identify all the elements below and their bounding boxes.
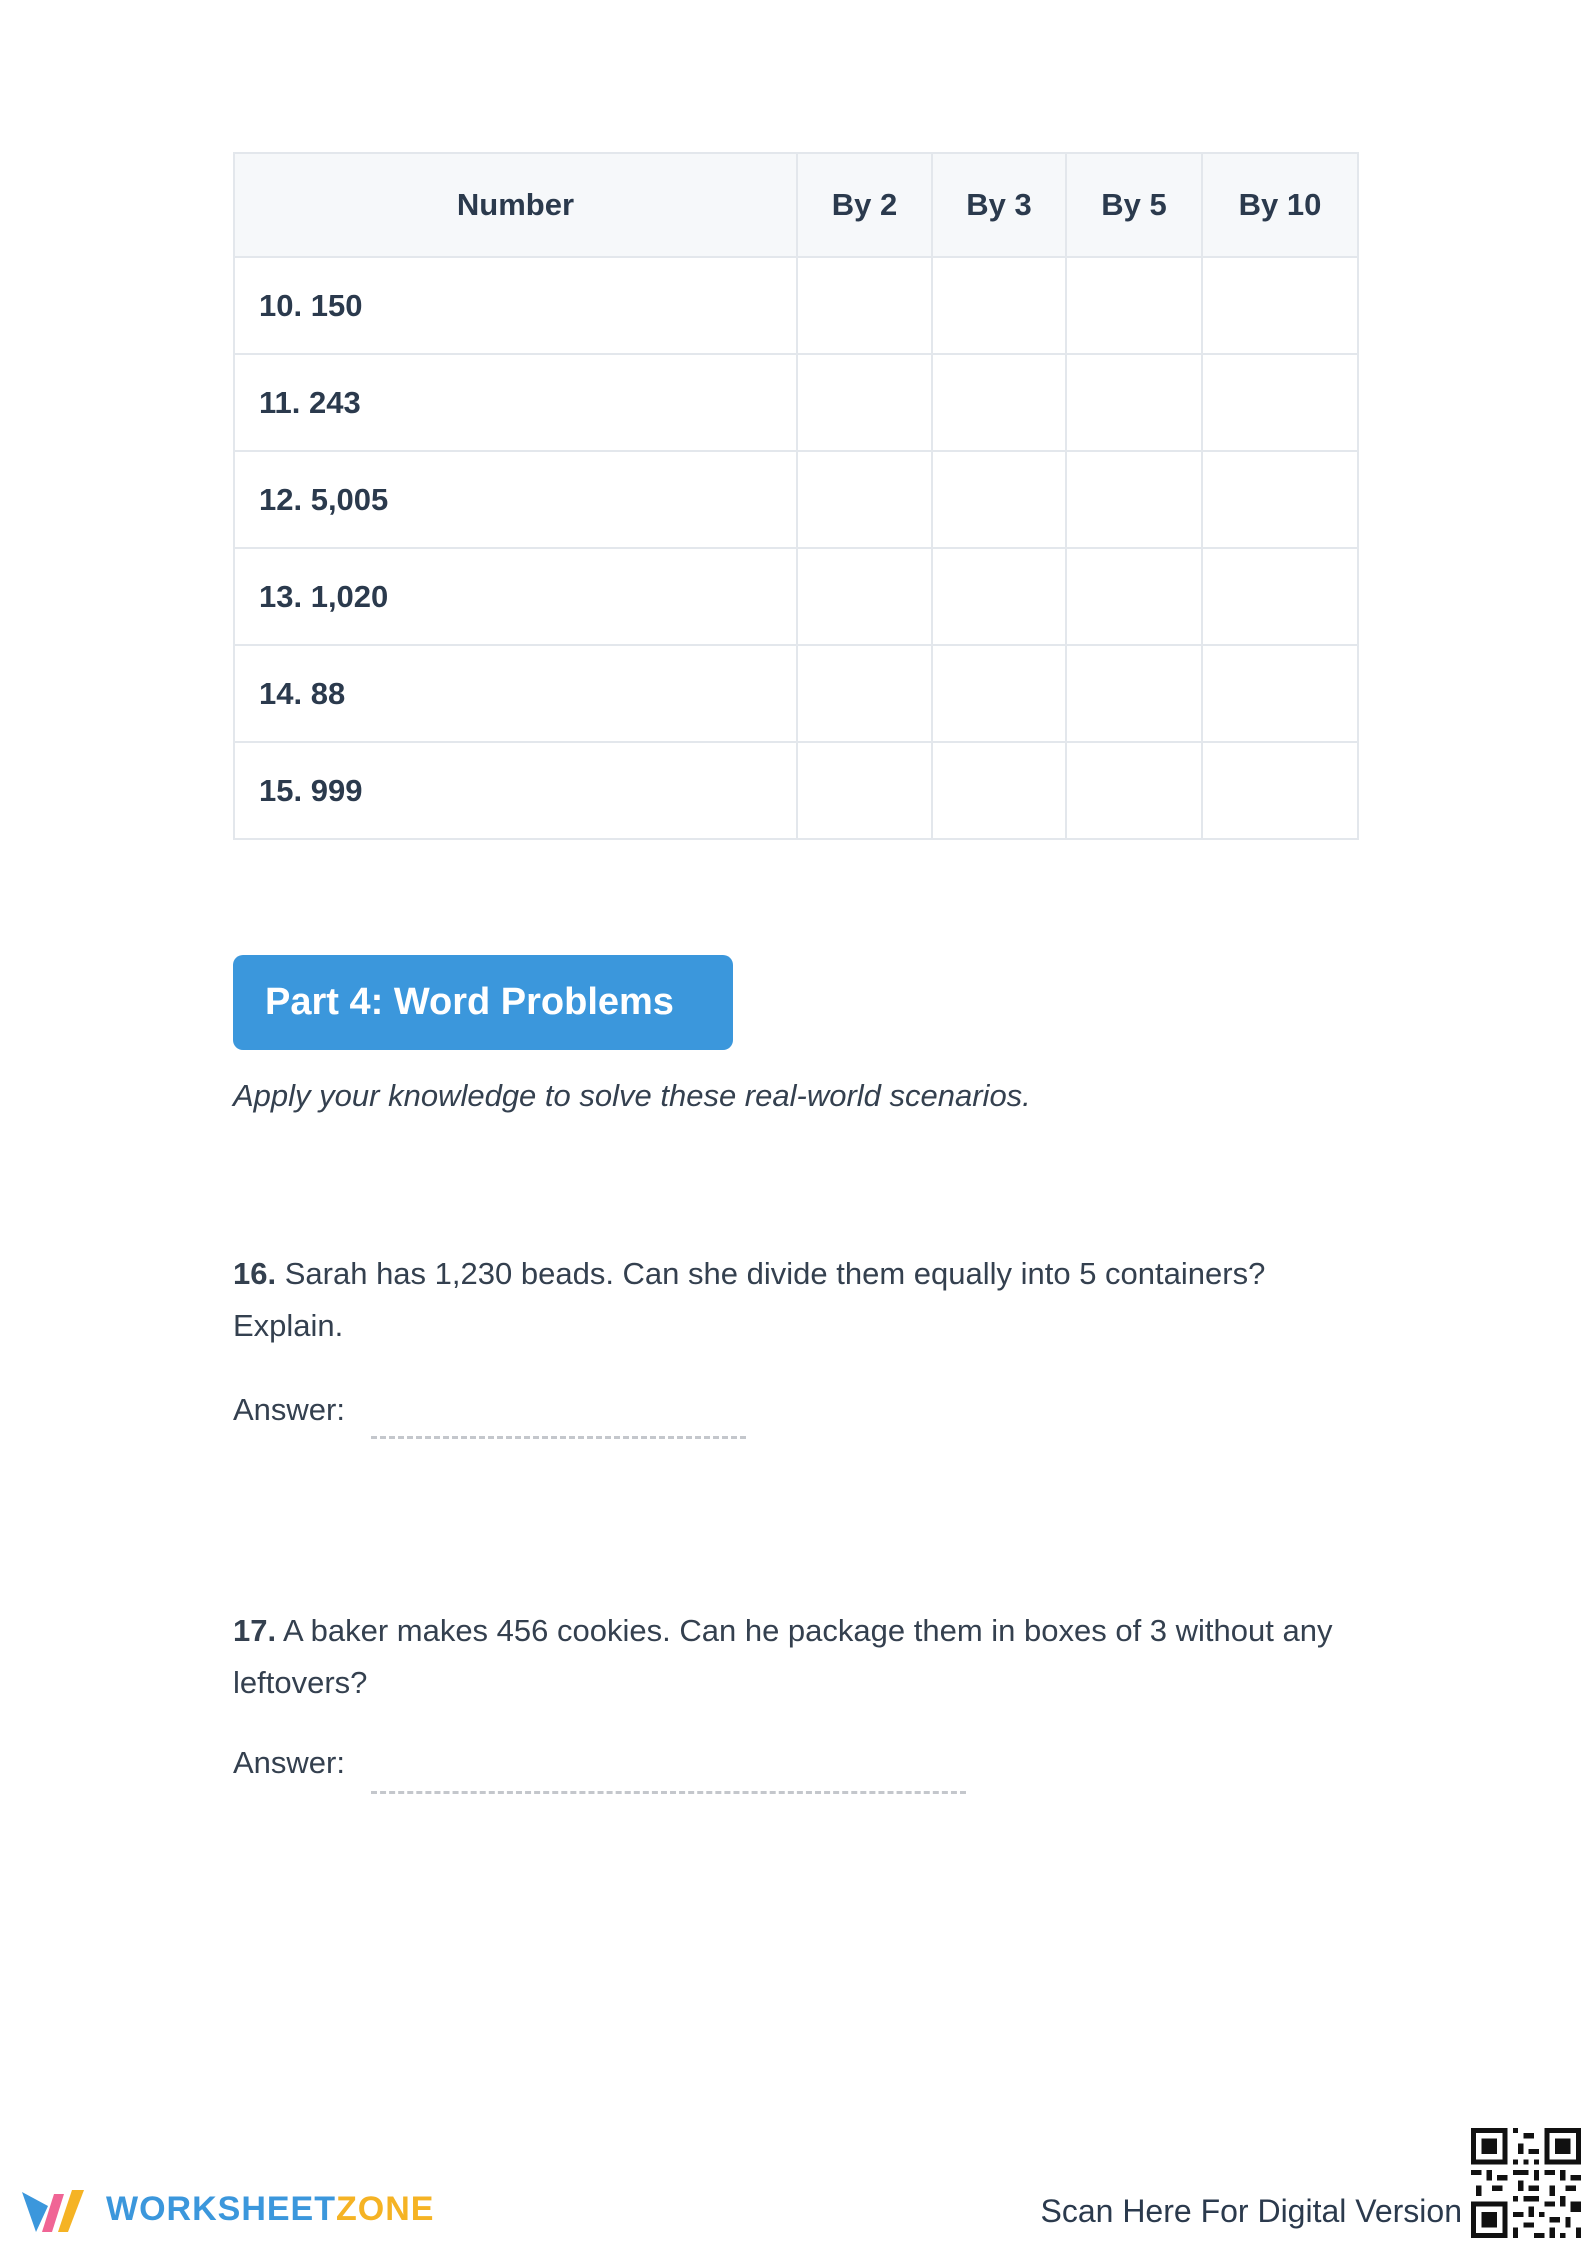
by-10-cell[interactable] [1202, 257, 1358, 354]
by-10-cell[interactable] [1202, 451, 1358, 548]
row-number-cell: 13. 1,020 [234, 548, 797, 645]
divisibility-table [233, 152, 1359, 840]
question-number: 17. [233, 1613, 277, 1648]
by-3-cell[interactable] [932, 257, 1066, 354]
by-3-cell[interactable] [932, 451, 1066, 548]
table-row [234, 257, 1358, 354]
table-row [234, 548, 1358, 645]
question-17 [233, 1605, 1357, 1709]
by-5-cell[interactable] [1066, 548, 1202, 645]
row-number-cell: 11. 243 [234, 354, 797, 451]
brand-worksheet: WORKSHEET [106, 2190, 336, 2228]
by-2-cell[interactable] [797, 451, 932, 548]
table-row [234, 742, 1358, 839]
header-by-3: By 3 [932, 153, 1066, 257]
header-by-10: By 10 [1202, 153, 1358, 257]
worksheetzone-logo-icon [18, 2184, 94, 2240]
table-row [234, 354, 1358, 451]
by-10-cell[interactable] [1202, 645, 1358, 742]
row-number-cell: 10. 150 [234, 257, 797, 354]
by-10-cell[interactable] [1202, 548, 1358, 645]
by-2-cell[interactable] [797, 257, 932, 354]
by-5-cell[interactable] [1066, 742, 1202, 839]
header-by-5: By 5 [1066, 153, 1202, 257]
by-5-cell[interactable] [1066, 354, 1202, 451]
by-3-cell[interactable] [932, 354, 1066, 451]
answer-line[interactable] [371, 1791, 966, 1794]
table-header-row [234, 153, 1358, 257]
by-5-cell[interactable] [1066, 645, 1202, 742]
by-3-cell[interactable] [932, 548, 1066, 645]
answer-line[interactable] [371, 1436, 746, 1439]
qr-code-icon[interactable] [1471, 2128, 1581, 2238]
by-3-cell[interactable] [932, 645, 1066, 742]
by-10-cell[interactable] [1202, 354, 1358, 451]
question-text: A baker makes 456 cookies. Can he package them in boxes of 3 without any leftovers? [233, 1613, 1333, 1700]
by-2-cell[interactable] [797, 354, 932, 451]
by-2-cell[interactable] [797, 645, 932, 742]
by-2-cell[interactable] [797, 742, 932, 839]
brand-name [106, 2190, 434, 2229]
question-16 [233, 1248, 1357, 1352]
by-5-cell[interactable] [1066, 451, 1202, 548]
header-by-2: By 2 [797, 153, 932, 257]
header-number: Number [234, 153, 797, 257]
scan-text: Scan Here For Digital Version [1040, 2193, 1462, 2229]
answer-label: Answer: [233, 1745, 345, 1780]
brand-zone: ZONE [336, 2190, 435, 2228]
by-2-cell[interactable] [797, 548, 932, 645]
by-3-cell[interactable] [932, 742, 1066, 839]
by-5-cell[interactable] [1066, 257, 1202, 354]
answer-label: Answer: [233, 1392, 345, 1427]
question-number: 16. [233, 1256, 277, 1291]
question-text: Sarah has 1,230 beads. Can she divide them equally into 5 containers? Explain. [233, 1256, 1266, 1343]
by-10-cell[interactable] [1202, 742, 1358, 839]
row-number-cell: 15. 999 [234, 742, 797, 839]
row-number-cell: 14. 88 [234, 645, 797, 742]
section-subtitle: Apply your knowledge to solve these real-world scenarios. [233, 1078, 1031, 1113]
row-number-cell: 12. 5,005 [234, 451, 797, 548]
table-row [234, 645, 1358, 742]
section-title: Part 4: Word Problems [233, 955, 733, 1050]
table-row [234, 451, 1358, 548]
